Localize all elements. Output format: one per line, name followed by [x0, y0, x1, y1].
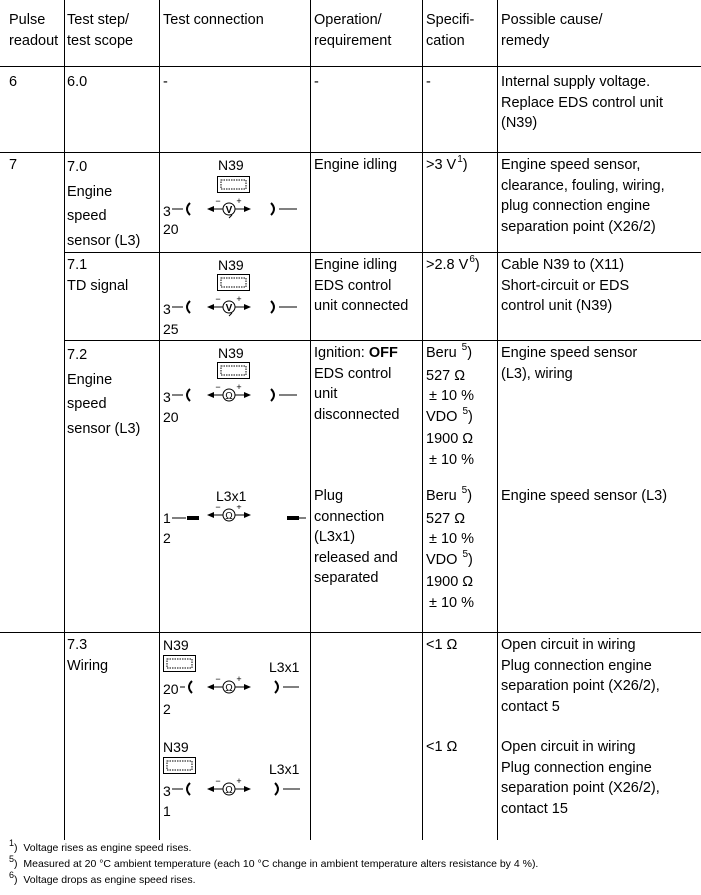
- test-step: 7.2 Engine speed sensor (L3): [67, 347, 141, 437]
- pin-a: 3: [163, 301, 171, 317]
- specification: -: [426, 74, 431, 90]
- header-connection: Test connection: [163, 12, 264, 28]
- operation: Plug connection (L3x1) released and separated: [314, 488, 398, 586]
- possible-cause: Internal supply voltage. Replace EDS control unit (N39): [501, 74, 663, 131]
- pin-b: 20: [163, 409, 179, 425]
- svg-text:+: +: [236, 197, 242, 206]
- header-pulse: Pulse readout: [9, 12, 59, 49]
- connector-label-l3x1: L3x1: [269, 761, 300, 777]
- pin-a: 20: [163, 681, 179, 697]
- specification: Beru $^5$) 527 Ω ± 10 % VDO $^5$) 1900 Ω ± 10 %: [426, 342, 475, 468]
- svg-text:−: −: [215, 383, 221, 392]
- connector-label: L3x1: [216, 488, 247, 504]
- connector-label: N39: [218, 345, 244, 361]
- specification: >3 $V^1$): [426, 154, 468, 173]
- ohmmeter-probe-icon: [172, 777, 302, 799]
- operation: Ignition: OFF EDS control unit disconnected: [314, 345, 400, 423]
- voltmeter-probe-icon: [172, 295, 302, 317]
- test-step: 7.0 Engine speed sensor (L3): [67, 159, 141, 249]
- test-step: 7.1 TD signal: [67, 257, 129, 294]
- svg-text:−: −: [215, 675, 221, 684]
- control-unit-icon: [217, 362, 250, 379]
- test-connection: -: [163, 74, 168, 90]
- ohm-symbol: Ω: [225, 683, 233, 694]
- pin-a: 3: [163, 783, 171, 799]
- test-step: 6.0: [67, 74, 88, 90]
- control-unit-icon: [217, 274, 250, 291]
- volt-symbol: V: [225, 303, 233, 314]
- svg-text:−: −: [215, 197, 221, 206]
- operation: -: [314, 74, 319, 90]
- volt-symbol: V: [225, 205, 233, 216]
- connector-label-l3x1: L3x1: [269, 659, 300, 675]
- possible-cause: Engine speed sensor, clearance, fouling, wiring, plug connection engine separation point (X26/2): [501, 157, 665, 235]
- svg-text:−: −: [215, 295, 221, 304]
- ohm-symbol: Ω: [225, 511, 233, 522]
- possible-cause: Open circuit in wiring Plug connection engine separation point (X26/2), contact 5: [501, 637, 660, 715]
- pulse-readout: 6: [9, 74, 18, 90]
- control-unit-icon: [163, 757, 196, 774]
- control-unit-icon: [217, 176, 250, 193]
- svg-text:+: +: [236, 675, 242, 684]
- ohm-symbol: Ω: [225, 785, 233, 796]
- operation: Engine idling: [314, 157, 398, 173]
- specification: >2.8 $V^6$): [426, 254, 480, 273]
- header-spec: Specifi- cation: [426, 12, 475, 49]
- pin-b: 1: [163, 803, 171, 819]
- footnote-5: 5) Measured at 20 °C ambient temperature (each 10 °C change in ambient temperature alters resistance by 4 %).: [9, 854, 539, 870]
- possible-cause: Engine speed sensor (L3): [501, 488, 668, 504]
- connector-label-n39: N39: [163, 637, 189, 653]
- specification: <1 Ω: [426, 637, 458, 653]
- specification: <1 Ω: [426, 739, 458, 755]
- connector-label: N39: [218, 157, 244, 173]
- test-connection-diagram: [160, 635, 310, 720]
- test-connection-diagram: [160, 155, 310, 250]
- test-step: 7.3 Wiring: [67, 637, 109, 674]
- ohmmeter-probe-icon: [180, 675, 300, 697]
- svg-text:+: +: [236, 777, 242, 786]
- svg-text:+: +: [236, 383, 242, 392]
- possible-cause: Cable N39 to (X11) Short-circuit or EDS control unit (N39): [501, 257, 630, 314]
- header-cause: Possible cause/ remedy: [501, 12, 603, 49]
- control-unit-icon: [163, 655, 196, 672]
- pin-a: 1: [163, 510, 171, 526]
- pin-b: 2: [163, 530, 171, 546]
- ohmmeter-probe-icon: [172, 383, 302, 405]
- test-connection-diagram: [160, 343, 310, 438]
- pin-b: 20: [163, 221, 179, 237]
- svg-text:−: −: [215, 777, 221, 786]
- header-operation: Operation/ requirement: [314, 12, 392, 49]
- svg-text:+: +: [236, 295, 242, 304]
- footnote-1: 1) Voltage rises as engine speed rises.: [9, 838, 192, 854]
- specification: Beru $^5$) 527 Ω ± 10 % VDO $^5$) 1900 Ω ± 10 %: [426, 485, 475, 611]
- test-connection-diagram: [160, 486, 310, 556]
- header-step: Test step/ test scope: [67, 12, 134, 49]
- ohm-symbol: Ω: [225, 391, 233, 402]
- svg-text:−: −: [215, 505, 221, 512]
- footnote-6: 6) Voltage drops as engine speed rises.: [9, 870, 196, 886]
- operation: Engine idling EDS control unit connected: [314, 257, 409, 314]
- pin-a: 3: [163, 203, 171, 219]
- test-connection-diagram: [160, 737, 310, 822]
- connector-label: N39: [218, 257, 244, 273]
- possible-cause: Engine speed sensor (L3), wiring: [501, 345, 638, 382]
- test-connection-diagram: [160, 255, 310, 340]
- pin-b: 25: [163, 321, 179, 337]
- pin-b: 2: [163, 701, 171, 717]
- possible-cause: Open circuit in wiring Plug connection engine separation point (X26/2), contact 15: [501, 739, 660, 817]
- pin-a: 3: [163, 389, 171, 405]
- pulse-readout: 7: [9, 157, 18, 173]
- ohmmeter-probe-icon: [172, 505, 307, 527]
- voltmeter-probe-icon: [172, 197, 302, 219]
- connector-label-n39: N39: [163, 739, 189, 755]
- svg-text:+: +: [236, 505, 242, 512]
